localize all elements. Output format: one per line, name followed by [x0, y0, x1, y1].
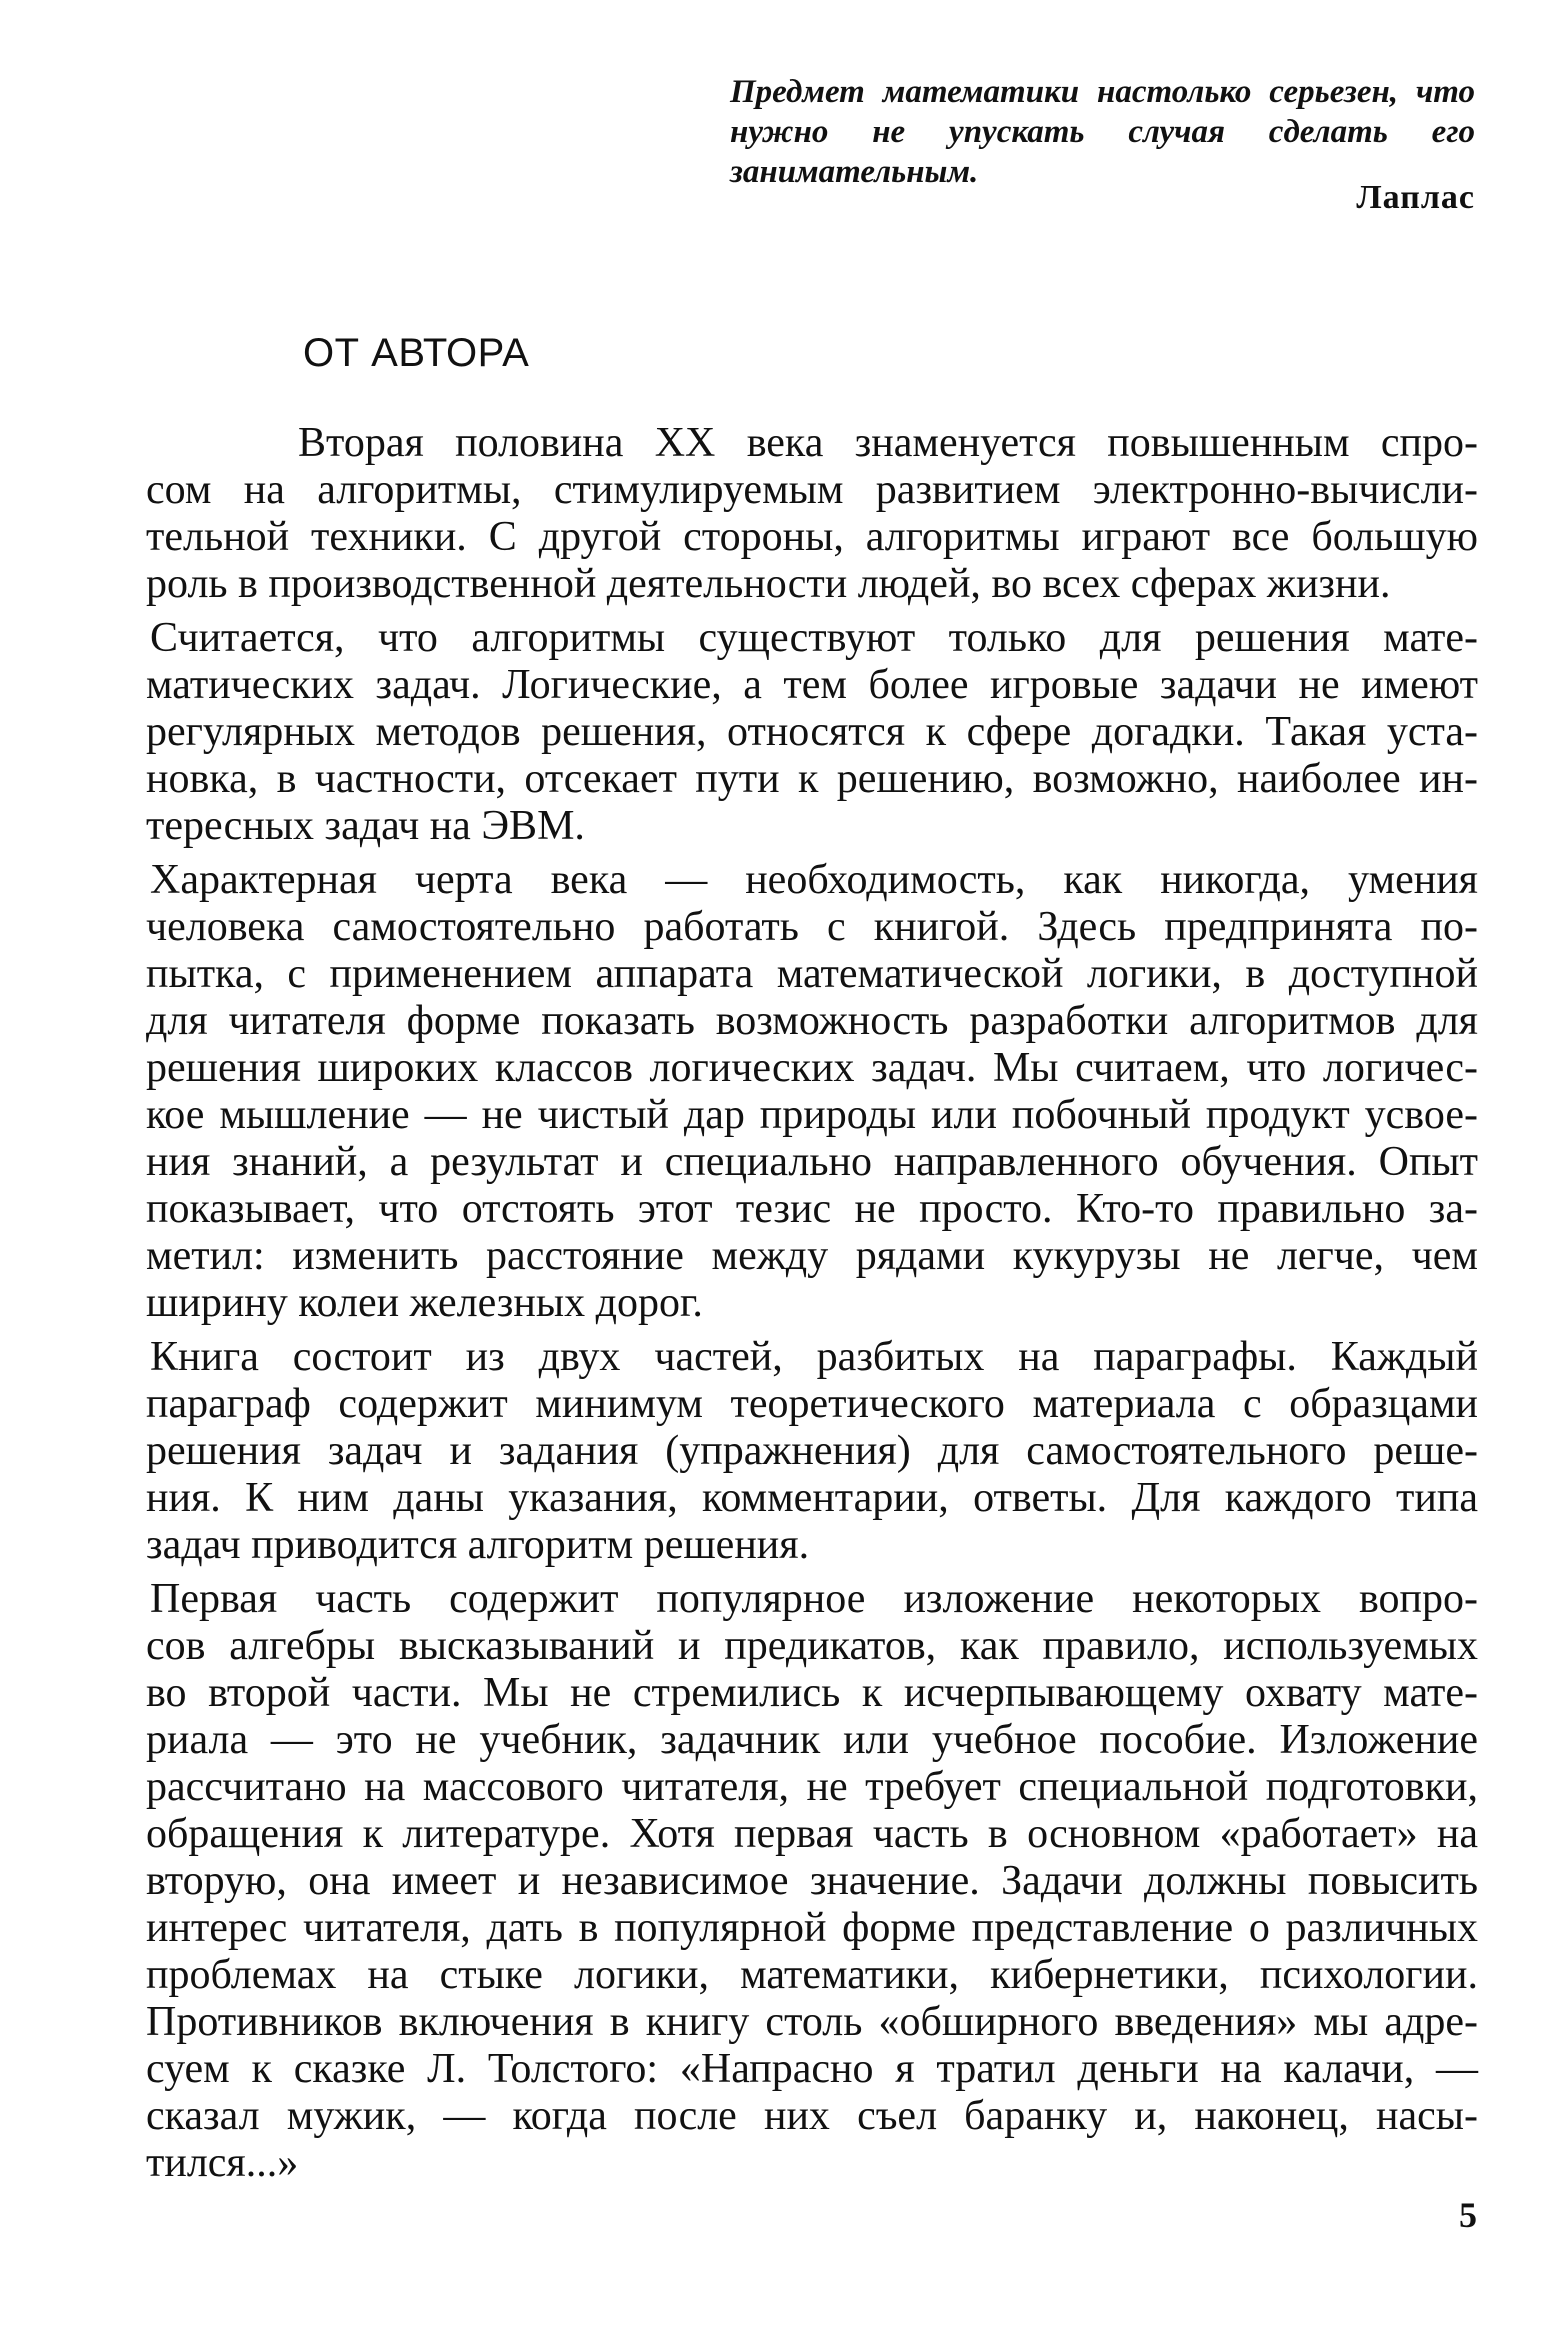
paragraph-line: ния знаний, а результат и специально направленного обучения. Опыт: [146, 1139, 1478, 1185]
paragraph-line: Вторая половина XX века знаменуется повышенным спро-: [298, 420, 1478, 466]
paragraph-line: метил: изменить расстояние между рядами кукурузы не легче, чем: [146, 1233, 1478, 1279]
paragraph-line: Считается, что алгоритмы существуют только для решения мате-: [150, 615, 1478, 661]
paragraph-line: тересных задач на ЭВМ.: [146, 803, 585, 849]
paragraph-line: показывает, что отстоять этот тезис не просто. Кто-то правильно за-: [146, 1186, 1478, 1232]
paragraph-gap: [146, 850, 1478, 857]
epigraph-author: Лаплас: [1356, 179, 1475, 216]
paragraph-gap: [146, 608, 1478, 615]
paragraph-line: обращения к литературе. Хотя первая часть в основном «работает» на: [146, 1811, 1478, 1857]
paragraph-line: пытка, с применением аппарата математической логики, в доступной: [146, 951, 1478, 997]
paragraph: [146, 420, 1478, 608]
paragraph-line: решения задач и задания (упражнения) для самостоятельного реше-: [146, 1428, 1478, 1474]
page-number: 5: [1459, 2195, 1477, 2235]
paragraph: [146, 857, 1478, 1327]
paragraph-line: Книга состоит из двух частей, разбитых на параграфы. Каждый: [150, 1334, 1478, 1380]
paragraph-line: задач приводится алгоритм решения.: [146, 1522, 810, 1568]
paragraph-line: сов алгебры высказываний и предикатов, как правило, используемых: [146, 1623, 1478, 1669]
paragraph: [146, 1334, 1478, 1569]
paragraph-gap: [146, 1327, 1478, 1334]
paragraph-line: суем к сказке Л. Толстого: «Напрасно я тратил деньги на калачи, —: [146, 2046, 1478, 2092]
body-text: [146, 420, 1478, 2187]
paragraph-line: сказал мужик, — когда после них съел баранку и, наконец, насы-: [146, 2093, 1478, 2139]
paragraph-line: тился...»: [146, 2140, 299, 2186]
paragraph-line: интерес читателя, дать в популярной форме представление о различных: [146, 1905, 1478, 1951]
paragraph-line: риала — это не учебник, задачник или учебное пособие. Изложение: [146, 1717, 1478, 1763]
paragraph-line: Противников включения в книгу столь «обширного введения» мы адре-: [146, 1999, 1478, 2045]
paragraph: [146, 615, 1478, 850]
paragraph-line: сом на алгоритмы, стимулируемым развитием электронно-вычисли-: [146, 467, 1478, 513]
paragraph-line: матических задач. Логические, а тем более игровые задачи не имеют: [146, 662, 1478, 708]
paragraph-gap: [146, 1569, 1478, 1576]
section-heading: ОТ АВТОРА: [303, 330, 530, 375]
paragraph-line: тельной техники. С другой стороны, алгоритмы играют все большую: [146, 514, 1478, 560]
paragraph-line: проблемах на стыке логики, математики, кибернетики, психологии.: [146, 1952, 1478, 1998]
paragraph-line: во второй части. Мы не стремились к исчерпывающему охвату мате-: [146, 1670, 1478, 1716]
paragraph-line: Первая часть содержит популярное изложение некоторых вопро-: [150, 1576, 1478, 1622]
paragraph-line: параграф содержит минимум теоретического материала с образцами: [146, 1381, 1478, 1427]
paragraph-line: Характерная черта века — необходимость, как никогда, умения: [150, 857, 1478, 903]
paragraph-line: человека самостоятельно работать с книгой. Здесь предпринята по-: [146, 904, 1478, 950]
paragraph-line: новка, в частности, отсекает пути к решению, возможно, наиболее ин-: [146, 756, 1478, 802]
epigraph-quote: Предмет математики настолько серьезен, что нужно не упускать случая сделать его занимательным.: [730, 74, 1475, 190]
paragraph-line: решения широких классов логических задач. Мы считаем, что логичес-: [146, 1045, 1478, 1091]
paragraph-line: кое мышление — не чистый дар природы или побочный продукт усвое-: [146, 1092, 1478, 1138]
paragraph-line: рассчитано на массового читателя, не требует специальной подготовки,: [146, 1764, 1478, 1810]
paragraph-line: ния. К ним даны указания, комментарии, ответы. Для каждого типа: [146, 1475, 1478, 1521]
paragraph-line: ширину колеи железных дорог.: [146, 1280, 703, 1326]
paragraph-line: регулярных методов решения, относятся к сфере догадки. Такая уста-: [146, 709, 1478, 755]
paragraph: [146, 1576, 1478, 2187]
paragraph-line: вторую, она имеет и независимое значение. Задачи должны повысить: [146, 1858, 1478, 1904]
paragraph-line: роль в производственной деятельности людей, во всех сферах жизни.: [146, 561, 1391, 607]
paragraph-line: для читателя форме показать возможность разработки алгоритмов для: [146, 998, 1478, 1044]
